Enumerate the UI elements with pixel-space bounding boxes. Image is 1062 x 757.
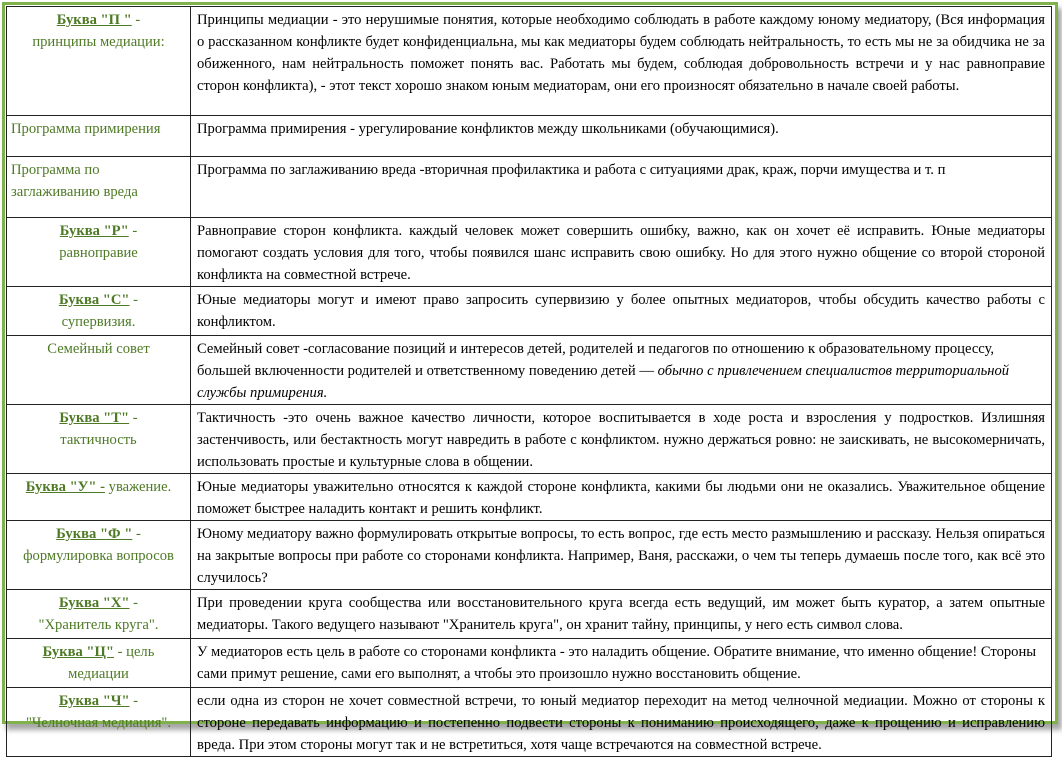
term-cell [7,405,191,474]
term-cell: Семейный совет [7,336,191,405]
letter-dash: - [129,410,138,426]
mediation-principles-table [6,6,1052,757]
term-label: равноправие [59,245,138,261]
letter-label: Буква "Т" [59,410,130,426]
description-cell: Тактичность -это очень важное качество личности, которое воспитывается в ходе роста и взросления у подростков. Излишняя застенчивость, или бестактность могут навредить в работе с конфликтом. нужно держаться ровно: не заискивать, не высокомерничать, использовать простые и культурные слова в общении. [191,405,1052,474]
table-row [7,688,1052,757]
letter-label: Буква "Х" [58,595,130,611]
term-cell [7,218,191,287]
letter-dash: - [129,292,139,308]
letter-dash: - [128,223,138,239]
letter-label: Буква "У" - [25,479,105,495]
description-text: Семейный совет -согласование позиций и интересов детей, родителей и педагогов по отношению к образовательному процессу, большей включенности родителей и ответственному поведению детей — [197,341,995,379]
table-row [7,157,1052,218]
description-cell: Программа по заглаживанию вреда -вторичная профилактика и работа с ситуациями драк, краж, порчи имущества и т. п [191,157,1052,218]
description-cell: Равноправие сторон конфликта. каждый человек может совершить ошибку, важно, как он хочет её исправить. Юные медиаторы помогают создать условия для того, чтобы появился шанс исправить свою ошибку. Но для этого нужно общение со второй стороной конфликта на совместной встрече. [191,218,1052,287]
term-cell [7,287,191,336]
description-cell: У медиаторов есть цель в работе со сторонами конфликта - это наладить общение. Обратите внимание, что именно общение! Стороны сами примут решение, сами его выполнят, а чтобы это произошло нужно восстановить общение. [191,639,1052,688]
table-row [7,218,1052,287]
term-cell [7,688,191,757]
letter-label: Буква "Ц" [42,644,114,660]
letter-dash: - [132,526,141,542]
table-row [7,7,1052,116]
term-cell [7,639,191,688]
table-row [7,474,1052,521]
term-cell [7,7,191,116]
description-cell: При проведении круга сообщества или восстановительного круга всегда есть ведущий, им может быть куратор, а затем опытные медиаторы. Такого ведущего называют "Хранитель круга", он хранит тайну, принципы, у него есть символ слова. [191,590,1052,639]
description-cell: Юному медиатору важно формулировать открытые вопросы, то есть вопрос, где есть место размышлению и рассказу. Нельзя опираться на закрытые вопросы при работе со сторонами конфликта. Например, Ваня, расскажи, о чем ты теперь думаешь после того, как всё это случилось? [191,521,1052,590]
table-row [7,116,1052,157]
letter-dash: уважение. [105,479,172,495]
letter-label: Буква "Ч" [58,693,130,709]
term-label: тактичность [60,432,137,448]
description-cell: Юные медиаторы могут и имеют право запросить супервизию у более опытных медиаторов, чтобы обсудить качество работы с конфликтом. [191,287,1052,336]
term-label: супервизия. [61,314,136,330]
letter-label: Буква "С" [58,292,130,308]
description-cell: Программа примирения - урегулирование конфликтов между школьниками (обучающимися). [191,116,1052,157]
term-cell [7,521,191,590]
description-cell [191,336,1052,405]
letter-label: Буква "П " [56,12,132,28]
description-cell: если одна из сторон не хочет совместной встречи, то юный медиатор переходит на метод челночной медиации. Можно от стороны к стороне передавать информацию и постепенно подвести стороны к пониманию происходящего, даже к прощению и исправлению вреда. При этом стороны могут так и не встретиться, хотя чаще встречаются на совместной встрече. [191,688,1052,757]
document-frame [2,2,1058,753]
table-row [7,405,1052,474]
letter-label: Буква "Р" [59,223,129,239]
letter-dash: - [129,595,139,611]
term-label: "Челночная медиация". [25,715,172,731]
table-row [7,336,1052,405]
description-cell: Принципы медиации - это нерушимые понятия, которые необходимо соблюдать в работе каждому юному медиатору, (Вся информация о рассказанном конфликте будет конфиденциальна, мы как медиаторы будем соблюдать нейтральность, то есть мы не за обидчика не за обиженного, нам нейтральность поможет понять вас. Работать мы будем, соблюдая добровольность встречи и у нас равноправие сторон конфликта), - этот текст хорошо знаком юным медиаторам, они его произносят обязательно в начале своей работы. [191,7,1052,116]
letter-label: Буква "Ф " [56,526,133,542]
table-row [7,521,1052,590]
table-row [7,639,1052,688]
table-row [7,590,1052,639]
term-cell: Программа по заглаживанию вреда [7,157,191,218]
term-cell [7,590,191,639]
letter-dash: - цель медиации [68,644,155,682]
term-label: "Хранитель круга". [38,617,159,633]
letter-dash: - [129,693,139,709]
term-cell [7,474,191,521]
term-label: формулировка вопросов [23,548,174,564]
description-cell: Юные медиаторы уважительно относятся к каждой стороне конфликта, какими бы людьми они не оказались. Уважительное общение поможет быстрее наладить контакт и решить конфликт. [191,474,1052,521]
description-italic: обычно с привлечением специалистов территориальной службы примирения. [197,363,1010,401]
table-row [7,287,1052,336]
term-label: принципы медиации: [32,34,165,50]
term-cell: Программа примирения [7,116,191,157]
letter-dash: - [131,12,141,28]
